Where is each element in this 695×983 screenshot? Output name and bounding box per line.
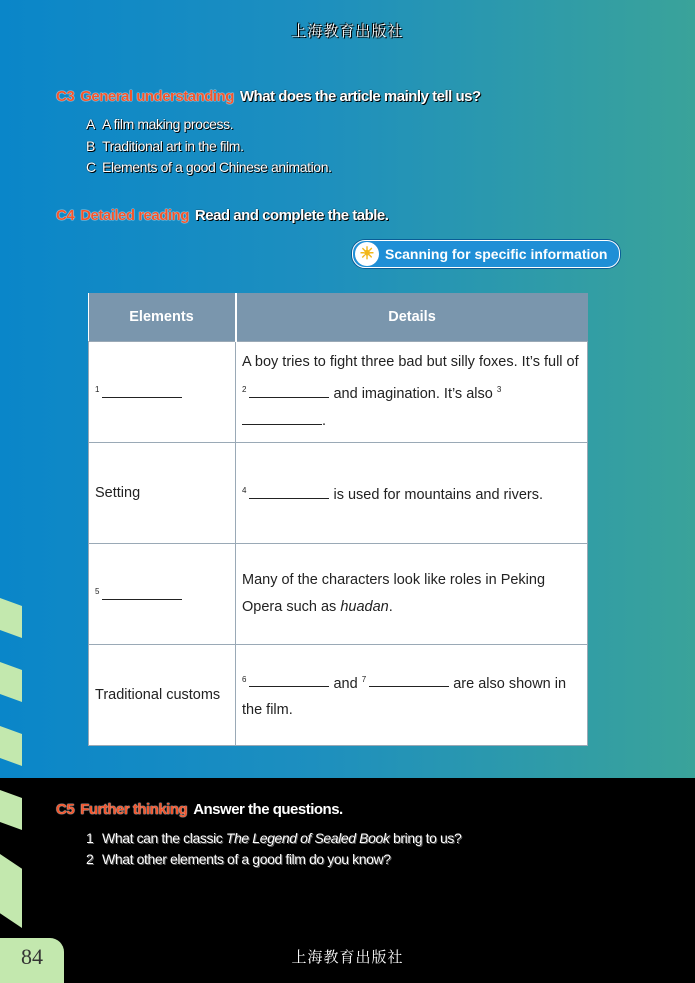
c5-instruction: Answer the questions.	[193, 801, 343, 818]
c3-code: C3	[56, 88, 75, 105]
blank-7[interactable]	[369, 672, 449, 687]
page-number: 84	[0, 938, 64, 983]
side-tab	[0, 598, 22, 638]
blank-3[interactable]	[242, 410, 322, 425]
c5-code: C5	[56, 801, 75, 818]
detail-cell: $^4$ is used for mountains and rivers.	[236, 443, 588, 544]
element-cell: 5	[89, 544, 236, 645]
header-elements: Elements	[89, 293, 236, 342]
blank-4[interactable]	[249, 484, 329, 499]
c4-name: Detailed reading	[80, 207, 189, 224]
c3-name: General understanding	[80, 88, 234, 105]
scanning-tip-label: Scanning for specific information	[385, 246, 608, 262]
element-cell: 1	[89, 342, 236, 443]
table-header-row	[89, 293, 588, 342]
c5-question-2: 2 What other elements of a good film do you know?	[86, 851, 391, 867]
c5-name: Further thinking	[80, 801, 188, 818]
publisher-watermark-bottom: 上海教育出版社	[291, 948, 404, 966]
table-row	[89, 342, 588, 443]
c4-code: C4	[56, 207, 75, 224]
detail-cell: Many of the characters look like roles in Peking Opera such as huadan.	[236, 544, 588, 645]
side-tabs-decoration	[0, 598, 24, 928]
side-tab	[0, 790, 22, 830]
c5-question-1: 1 What can the classic The Legend of Sealed Book bring to us?	[86, 830, 462, 846]
c4-heading	[56, 207, 388, 224]
side-tab	[0, 726, 22, 766]
element-cell: Setting	[89, 443, 236, 544]
table-row	[89, 544, 588, 645]
element-cell: Traditional customs	[89, 645, 236, 746]
table-row	[89, 443, 588, 544]
scanning-tip-badge	[352, 240, 620, 268]
c4-instruction: Read and complete the table.	[194, 207, 389, 224]
c3-option-a: A A film making process.	[86, 116, 234, 132]
detail-cell: A boy tries to fight three bad but silly foxes. It’s full of $^2$ and imagination. It’s also $^3$.	[236, 342, 588, 443]
c3-option-c: C Elements of a good Chinese animation.	[86, 159, 332, 175]
publisher-watermark-top: 上海教育出版社	[291, 22, 404, 40]
blank-6[interactable]	[249, 672, 329, 687]
c3-option-b: B Traditional art in the film.	[86, 138, 244, 154]
table-row	[89, 645, 588, 746]
side-tab	[0, 854, 22, 928]
c5-heading	[56, 801, 343, 818]
lightbulb-icon: ☀	[355, 242, 379, 266]
c3-instruction: What does the article mainly tell us?	[239, 88, 481, 105]
details-table	[88, 293, 588, 746]
blank-5[interactable]	[102, 585, 182, 600]
header-details: Details	[236, 293, 588, 342]
side-tab	[0, 662, 22, 702]
blank-2[interactable]	[249, 383, 329, 398]
detail-cell: $^6$ and $^7$ are also shown in the film.	[236, 645, 588, 746]
blank-1[interactable]	[102, 383, 182, 398]
c3-heading	[56, 88, 481, 105]
